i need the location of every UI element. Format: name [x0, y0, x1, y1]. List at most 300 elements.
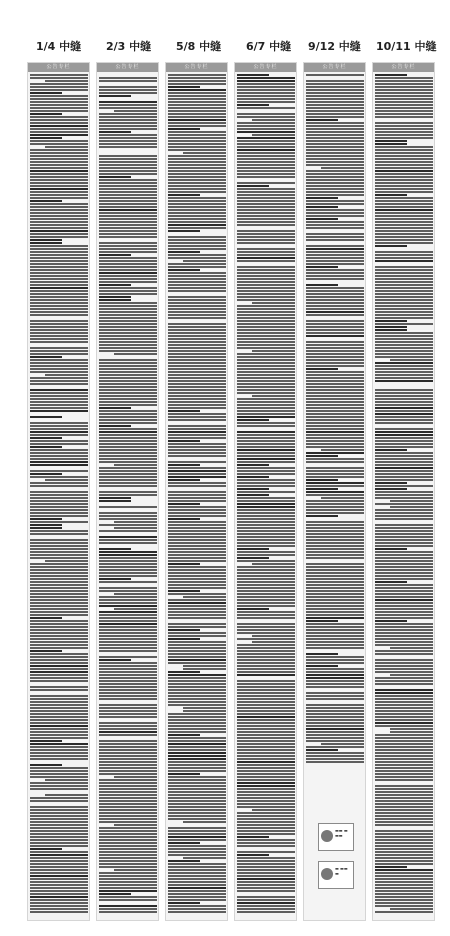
text-line — [168, 662, 226, 664]
text-line — [375, 713, 433, 715]
text-line — [306, 368, 338, 370]
text-line — [99, 512, 157, 514]
text-line — [168, 410, 200, 412]
text-line — [99, 725, 157, 727]
text-line — [375, 845, 433, 847]
text-line — [237, 833, 295, 835]
text-line — [99, 368, 157, 370]
column-header: 公告专栏 — [235, 63, 296, 72]
text-line — [237, 893, 295, 895]
text-line — [237, 686, 295, 688]
text-line — [99, 758, 157, 760]
text-line — [237, 623, 295, 625]
text-line — [114, 527, 158, 529]
text-line — [306, 665, 338, 667]
text-line — [183, 857, 227, 859]
text-line — [30, 320, 88, 322]
text-line — [252, 809, 296, 811]
text-line — [237, 692, 295, 694]
text-line — [306, 230, 364, 232]
text-line — [168, 650, 226, 652]
text-line — [375, 866, 407, 868]
text-line — [237, 263, 295, 265]
text-line — [237, 107, 295, 109]
text-line — [375, 611, 433, 613]
text-line — [321, 449, 365, 451]
text-line — [168, 197, 226, 199]
text-line — [99, 533, 157, 535]
text-line — [237, 335, 295, 337]
text-line — [375, 605, 433, 607]
text-line — [168, 725, 226, 727]
text-line — [168, 122, 226, 124]
text-line — [375, 812, 433, 814]
text-line — [375, 578, 433, 580]
text-line — [237, 485, 295, 487]
text-line — [99, 719, 157, 721]
text-line — [306, 134, 364, 136]
text-line — [30, 677, 88, 679]
text-line — [237, 173, 295, 175]
text-line — [168, 254, 226, 256]
text-line — [168, 404, 226, 406]
text-line — [30, 242, 62, 244]
text-line — [99, 791, 157, 793]
text-line — [306, 158, 364, 160]
text-line — [30, 245, 88, 247]
text-line — [375, 623, 433, 625]
text-line — [237, 752, 295, 754]
text-line — [237, 818, 295, 820]
text-line — [375, 308, 433, 310]
text-line — [99, 347, 157, 349]
text-line — [99, 878, 157, 880]
text-line — [306, 206, 338, 208]
text-line — [306, 197, 338, 199]
text-line — [168, 746, 226, 748]
text-line — [114, 776, 158, 778]
text-line — [306, 713, 364, 715]
text-line — [237, 308, 295, 310]
text-line — [237, 179, 295, 181]
text-line — [30, 137, 62, 139]
text-line — [99, 803, 157, 805]
text-line — [30, 170, 88, 172]
text-line — [237, 743, 295, 745]
text-line — [30, 446, 62, 448]
text-line — [306, 161, 364, 163]
text-line — [306, 374, 364, 376]
text-line — [306, 518, 364, 520]
text-line — [99, 575, 157, 577]
text-line — [99, 737, 157, 739]
text-line — [168, 641, 226, 643]
text-line — [237, 560, 295, 562]
text-line — [99, 551, 157, 553]
text-line — [306, 719, 364, 721]
text-line — [99, 443, 157, 445]
text-line — [30, 839, 88, 841]
text-line — [168, 203, 226, 205]
text-line — [237, 812, 295, 814]
text-line — [30, 644, 88, 646]
text-line — [168, 677, 226, 679]
text-line — [99, 518, 157, 520]
text-line — [237, 608, 269, 610]
text-line — [168, 899, 226, 901]
text-line — [375, 860, 433, 862]
text-line — [168, 452, 226, 454]
text-line — [306, 545, 364, 547]
text-line — [168, 290, 226, 292]
text-line — [375, 836, 433, 838]
text-line — [99, 158, 157, 160]
notice-column-6 — [372, 62, 435, 921]
text-line — [168, 635, 226, 637]
text-line — [375, 755, 433, 757]
text-line — [99, 752, 157, 754]
text-line — [306, 188, 364, 190]
text-line — [306, 338, 364, 340]
text-line — [168, 278, 226, 280]
text-line — [375, 806, 433, 808]
text-line — [168, 830, 226, 832]
text-line — [237, 233, 295, 235]
text-line — [99, 566, 157, 568]
text-line — [168, 362, 226, 364]
text-line — [375, 386, 433, 388]
text-line — [375, 410, 433, 412]
text-line — [237, 455, 295, 457]
text-line — [168, 461, 226, 463]
text-line — [306, 446, 364, 448]
text-line — [99, 617, 157, 619]
text-line — [390, 731, 434, 733]
text-line — [237, 611, 295, 613]
text-line — [99, 128, 157, 130]
text-line — [306, 572, 364, 574]
text-line — [30, 710, 88, 712]
text-line — [168, 797, 226, 799]
text-line — [375, 356, 433, 358]
text-line — [306, 554, 364, 556]
text-line — [99, 452, 157, 454]
text-line — [168, 572, 226, 574]
text-line — [30, 161, 88, 163]
text-line — [99, 515, 157, 517]
text-line — [30, 668, 88, 670]
text-line — [237, 569, 295, 571]
text-line — [99, 755, 157, 757]
text-line — [99, 182, 157, 184]
text-line — [375, 344, 433, 346]
text-line — [237, 236, 295, 238]
text-line — [237, 212, 295, 214]
text-line — [30, 116, 88, 118]
text-line — [306, 734, 364, 736]
text-line — [168, 146, 226, 148]
text-line — [306, 602, 364, 604]
text-line — [237, 605, 295, 607]
text-line — [237, 413, 295, 415]
text-line — [99, 260, 157, 262]
text-line — [30, 728, 88, 730]
text-line — [306, 227, 364, 229]
text-line — [375, 317, 433, 319]
text-line — [237, 347, 295, 349]
text-line — [306, 185, 364, 187]
text-line — [30, 761, 88, 763]
text-line — [30, 335, 88, 337]
text-line — [306, 170, 364, 172]
text-line — [237, 839, 295, 841]
text-line — [99, 272, 157, 274]
text-line — [99, 581, 157, 583]
text-line — [30, 494, 88, 496]
text-line — [99, 176, 131, 178]
text-line — [99, 212, 157, 214]
text-line — [99, 137, 157, 139]
text-line — [237, 479, 295, 481]
text-line — [237, 773, 295, 775]
text-line — [30, 476, 88, 478]
text-line — [30, 326, 88, 328]
text-line — [168, 137, 226, 139]
text-line — [30, 473, 62, 475]
text-line — [168, 590, 200, 592]
text-line — [99, 266, 157, 268]
text-line — [237, 389, 295, 391]
text-line — [99, 740, 157, 742]
text-line — [306, 464, 364, 466]
text-line — [390, 359, 434, 361]
text-line — [168, 503, 200, 505]
text-line — [375, 842, 433, 844]
text-line — [375, 911, 433, 913]
text-line — [306, 722, 364, 724]
text-line — [237, 74, 269, 76]
text-line — [99, 668, 157, 670]
text-line — [99, 113, 157, 115]
text-line — [99, 854, 157, 856]
text-line — [168, 722, 226, 724]
text-line — [30, 407, 88, 409]
text-line — [30, 428, 88, 430]
text-line — [30, 653, 88, 655]
text-line — [375, 242, 433, 244]
text-line — [45, 794, 89, 796]
text-line — [306, 629, 364, 631]
text-line — [99, 863, 157, 865]
text-line — [168, 101, 226, 103]
text-line — [306, 485, 364, 487]
text-line — [30, 419, 88, 421]
text-line — [99, 374, 157, 376]
text-line — [306, 380, 364, 382]
text-line — [30, 443, 88, 445]
text-line — [30, 698, 88, 700]
text-line — [30, 764, 62, 766]
text-line — [99, 401, 157, 403]
text-line — [237, 422, 295, 424]
text-line — [30, 542, 88, 544]
text-line — [99, 230, 157, 232]
text-line — [237, 530, 295, 532]
text-line — [99, 437, 157, 439]
text-line — [375, 209, 433, 211]
text-line — [99, 806, 157, 808]
text-line — [375, 440, 433, 442]
text-line — [168, 179, 226, 181]
text-line — [168, 680, 226, 682]
text-line — [375, 458, 433, 460]
text-line — [306, 506, 364, 508]
text-line — [375, 368, 433, 370]
text-line — [30, 704, 88, 706]
text-line — [237, 659, 295, 661]
text-line — [99, 350, 157, 352]
text-line — [237, 791, 295, 793]
text-line — [30, 458, 88, 460]
text-line — [237, 98, 295, 100]
text-line — [306, 644, 364, 646]
text-line — [237, 407, 295, 409]
text-line — [375, 788, 433, 790]
text-line — [168, 281, 226, 283]
text-line — [30, 539, 88, 541]
text-line — [183, 260, 227, 262]
text-line — [99, 632, 157, 634]
text-line — [375, 332, 433, 334]
text-line — [306, 176, 364, 178]
text-line — [237, 515, 295, 517]
text-line — [99, 704, 157, 706]
text-line — [30, 503, 88, 505]
text-line — [168, 794, 226, 796]
text-line — [375, 575, 433, 577]
text-line — [30, 695, 88, 697]
text-line — [375, 329, 407, 331]
text-line — [30, 647, 88, 649]
text-line — [99, 122, 157, 124]
text-line — [99, 74, 157, 76]
text-line — [30, 878, 88, 880]
text-line — [168, 86, 200, 88]
text-line — [375, 791, 433, 793]
text-line — [99, 152, 157, 154]
text-line — [30, 353, 88, 355]
text-line — [306, 311, 364, 313]
text-line — [237, 725, 295, 727]
text-line — [306, 215, 364, 217]
text-line — [237, 374, 295, 376]
text-line — [237, 116, 295, 118]
text-line — [99, 326, 157, 328]
text-line — [390, 500, 434, 502]
text-line — [99, 494, 157, 496]
text-line — [99, 560, 157, 562]
text-line — [237, 314, 295, 316]
text-line — [30, 464, 88, 466]
text-line — [99, 821, 157, 823]
text-line — [375, 311, 433, 313]
text-line — [375, 641, 433, 643]
text-line — [99, 98, 157, 100]
text-line — [30, 584, 88, 586]
text-line — [237, 764, 295, 766]
text-line — [168, 422, 226, 424]
text-line — [375, 260, 433, 262]
text-line — [306, 317, 364, 319]
text-line — [168, 791, 226, 793]
text-line — [30, 89, 88, 91]
column-title-6: 10/11 中缝 — [376, 40, 437, 53]
text-line — [168, 431, 226, 433]
text-line — [237, 449, 295, 451]
text-line — [30, 413, 88, 415]
text-line — [306, 740, 364, 742]
text-line — [99, 896, 157, 898]
text-line — [306, 290, 364, 292]
text-line — [306, 212, 364, 214]
text-line — [375, 620, 407, 622]
text-line — [375, 743, 433, 745]
text-line — [168, 743, 226, 745]
text-line — [30, 278, 88, 280]
text-line — [375, 887, 433, 889]
text-line — [99, 281, 157, 283]
text-line — [30, 482, 88, 484]
text-line — [30, 659, 88, 661]
notice-column-2 — [96, 62, 159, 921]
text-line — [30, 515, 88, 517]
text-line — [375, 128, 433, 130]
text-line — [237, 836, 269, 838]
text-line — [168, 263, 226, 265]
text-line — [375, 347, 433, 349]
text-line — [168, 698, 226, 700]
text-line — [237, 164, 295, 166]
text-line — [99, 647, 157, 649]
text-line — [99, 641, 157, 643]
text-line — [168, 908, 226, 910]
text-line — [237, 383, 295, 385]
text-line — [237, 689, 295, 691]
text-line — [30, 743, 88, 745]
text-line — [30, 845, 88, 847]
text-line — [306, 236, 364, 238]
text-line — [237, 512, 295, 514]
text-line — [168, 530, 226, 532]
text-line — [30, 806, 88, 808]
text-line — [306, 164, 364, 166]
text-line — [375, 188, 433, 190]
text-line — [237, 254, 295, 256]
text-line — [237, 158, 295, 160]
text-line — [237, 647, 295, 649]
text-line — [237, 272, 295, 274]
text-line — [168, 323, 226, 325]
text-line — [321, 167, 365, 169]
text-line — [306, 152, 364, 154]
text-line — [30, 431, 88, 433]
text-line — [30, 380, 88, 382]
text-line — [237, 320, 295, 322]
text-line — [375, 551, 433, 553]
text-line — [30, 485, 88, 487]
text-line — [306, 524, 364, 526]
text-line — [375, 473, 433, 475]
